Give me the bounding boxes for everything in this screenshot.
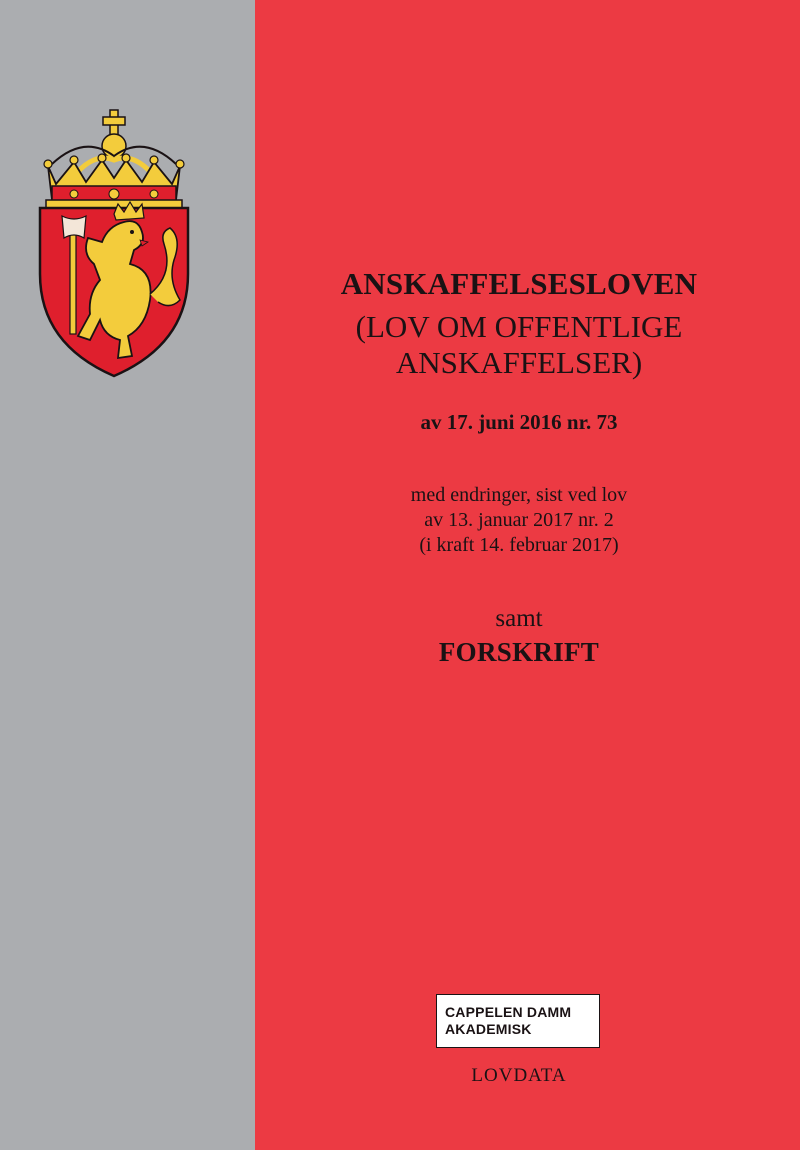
book-subtitle xyxy=(255,309,783,381)
amendment-line-3: (i kraft 14. februar 2017) xyxy=(419,534,619,556)
norwegian-coat-of-arms-icon xyxy=(34,104,194,380)
book-title: ANSKAFFELSESLOVEN xyxy=(340,266,698,301)
imprint-label: LOVDATA xyxy=(471,1065,567,1086)
amendment-line-2: av 13. januar 2017 nr. 2 xyxy=(424,509,614,531)
publisher-logo xyxy=(436,994,600,1048)
logo-line-2: AKADEMISK xyxy=(445,1021,532,1037)
subtitle-line-2: ANSKAFFELSER) xyxy=(395,345,643,380)
samt-label: samt xyxy=(495,605,543,632)
amendment-line-1: med endringer, sist ved lov xyxy=(410,484,628,506)
forskrift-heading: FORSKRIFT xyxy=(438,637,600,667)
logo-line-1: CAPPELEN DAMM xyxy=(445,1004,572,1020)
subtitle-line-1: (LOV OM OFFENTLIGE xyxy=(355,309,683,344)
amendment-note xyxy=(255,483,783,558)
right-red-panel xyxy=(255,0,800,1150)
law-date: av 17. juni 2016 nr. 73 xyxy=(420,410,618,434)
